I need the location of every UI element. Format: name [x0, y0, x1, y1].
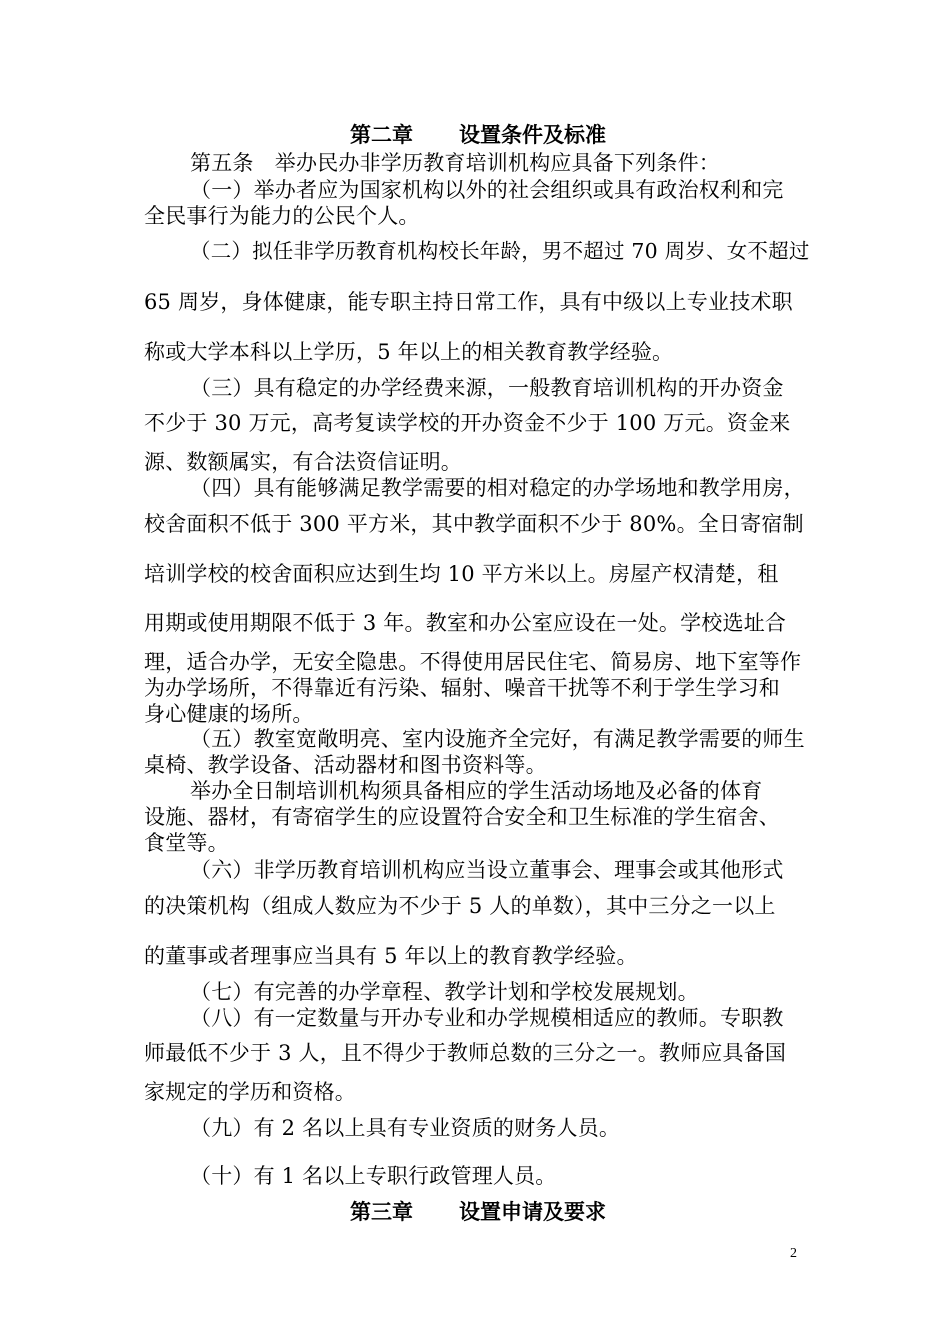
item-6-line-2: 的决策机构（组成人数应为不少于 5 人的单数），其中三分之一以上 [144, 894, 776, 918]
chapter-3-heading [144, 1199, 812, 1225]
item-3-line-1: （三）具有稳定的办学经费来源，一般教育培训机构的开办资金 [190, 376, 784, 400]
item-8-line-2: 师最低不少于 3 人，且不得少于教师总数的三分之一。教师应具备国 [144, 1041, 787, 1065]
chapter-3-number: 第三章 [350, 1199, 413, 1224]
item-8-line-1: （八）有一定数量与开办专业和办学规模相适应的教师。专职教 [190, 1006, 784, 1030]
item-5-line-2: 桌椅、教学设备、活动器材和图书资料等。 [144, 753, 547, 777]
item-3-line-3: 源、数额属实，有合法资信证明。 [144, 450, 462, 474]
item-4-line-6: 为办学场所，不得靠近有污染、辐射、噪音干扰等不利于学生学习和 [144, 676, 780, 700]
item-9-line: （九）有 2 名以上具有专业资质的财务人员。 [190, 1116, 621, 1140]
item-4-line-7: 身心健康的场所。 [144, 702, 314, 726]
item-5-line-1: （五）教室宽敞明亮、室内设施齐全完好，有满足教学需要的师生 [190, 727, 805, 751]
page-number: 2 [790, 1246, 797, 1261]
item-4-line-1: （四）具有能够满足教学需要的相对稳定的办学场地和教学用房， [190, 476, 805, 500]
chapter-2-title: 设置条件及标准 [459, 122, 606, 147]
item-2-line-2: 65 周岁，身体健康，能专职主持日常工作，具有中级以上专业技术职 [144, 290, 793, 314]
chapter-2-number: 第二章 [350, 122, 413, 147]
fulltime-line-3: 食堂等。 [144, 831, 229, 855]
item-4-line-2: 校舍面积不低于 300 平方米，其中教学面积不少于 80%。全日寄宿制 [144, 512, 804, 536]
item-6-line-3: 的董事或者理事应当具有 5 年以上的教育教学经验。 [144, 944, 638, 968]
item-2-line-1: （二）拟任非学历教育机构校长年龄，男不超过 70 周岁、女不超过 [190, 239, 810, 263]
item-10-line: （十）有 1 名以上专职行政管理人员。 [190, 1164, 557, 1188]
item-8-line-3: 家规定的学历和资格。 [144, 1080, 356, 1104]
item-4-line-5: 理，适合办学，无安全隐患。不得使用居民住宅、简易房、地下室等作 [144, 650, 802, 674]
item-1-line-1: （一）举办者应为国家机构以外的社会组织或具有政治权利和完 [190, 178, 784, 202]
item-4-line-3: 培训学校的校舍面积应达到生均 10 平方米以上。房屋产权清楚，租 [144, 562, 779, 586]
article-5-line: 第五条 举办民办非学历教育培训机构应具备下列条件： [190, 151, 720, 175]
item-2-line-3: 称或大学本科以上学历，5 年以上的相关教育教学经验。 [144, 340, 674, 364]
item-3-line-2: 不少于 30 万元，高考复读学校的开办资金不少于 100 万元。资金来 [144, 411, 791, 435]
fulltime-line-1: 举办全日制培训机构须具备相应的学生活动场地及必备的体育 [190, 779, 763, 803]
chapter-3-title: 设置申请及要求 [459, 1199, 606, 1224]
item-4-line-4: 用期或使用期限不低于 3 年。教室和办公室应设在一处。学校选址合 [144, 611, 787, 635]
chapter-2-heading [144, 122, 812, 148]
item-6-line-1: （六）非学历教育培训机构应当设立董事会、理事会或其他形式 [190, 858, 784, 882]
item-7-line: （七）有完善的办学章程、教学计划和学校发展规划。 [190, 980, 699, 1004]
fulltime-line-2: 设施、器材，有寄宿学生的应设置符合安全和卫生标准的学生宿舍、 [144, 805, 780, 829]
item-1-line-2: 全民事行为能力的公民个人。 [144, 204, 420, 228]
